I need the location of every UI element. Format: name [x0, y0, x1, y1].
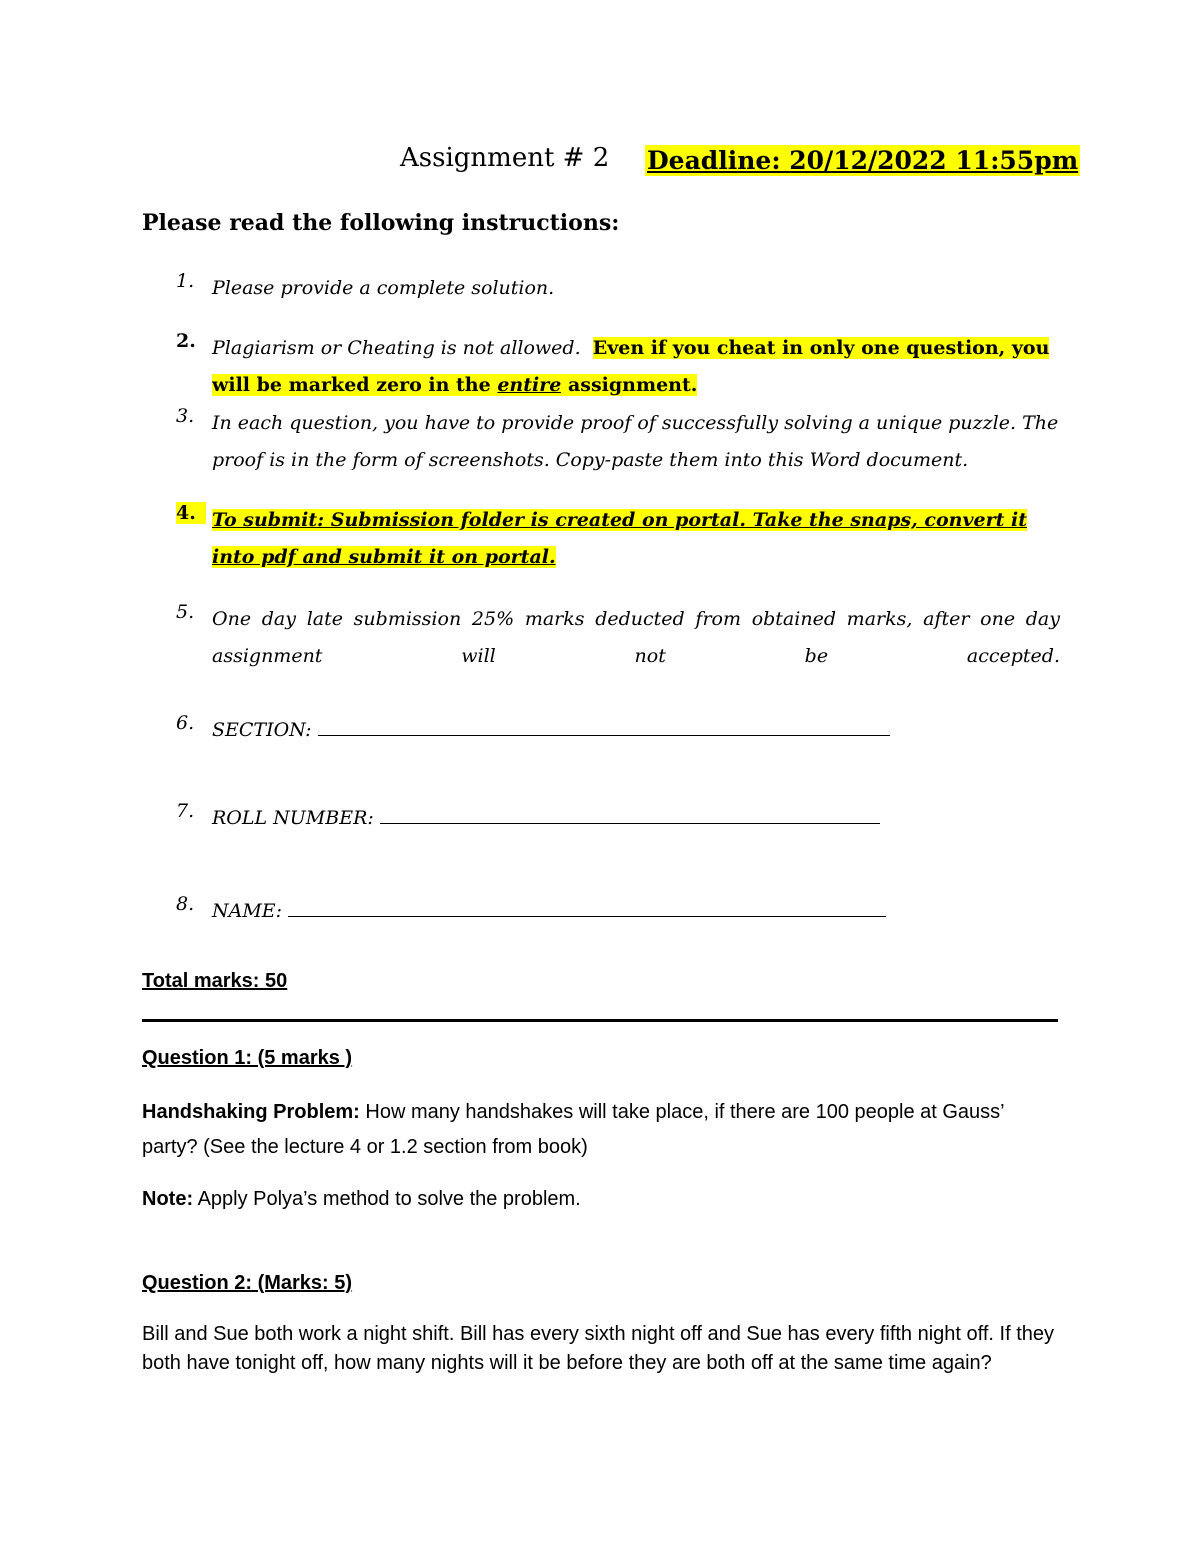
item-text: In each question, you have to provide proof of successfully solving a unique puzzle. The proof is in the form of screenshots. Copy-paste them into this Word document.	[212, 412, 1059, 471]
item-text: Please provide a complete solution.	[212, 277, 555, 299]
question-1-text	[142, 1095, 1058, 1165]
plagiarism-text: Plagiarism or Cheating is not allowed.	[212, 337, 581, 359]
roll-number-blank-line[interactable]	[380, 822, 880, 824]
question-1-heading: Question 1: (5 marks )	[142, 1047, 353, 1069]
zero-marks-warning-emphasis: entire	[497, 374, 562, 396]
item-text	[212, 502, 1060, 576]
submission-instructions: To submit: Submission folder is created on portal. Take the snaps, convert it into pdf and submit it on portal.	[212, 509, 1027, 568]
zero-marks-warning-a: Even if you cheat in only one question, you will be marked zero in the	[212, 337, 1050, 396]
question-2-text: Bill and Sue both work a night shift. Bill has every sixth night off and Sue has every fifth night off. If they both have tonight off, how many nights will it be before they are both off at the same time again?	[142, 1323, 1055, 1374]
note-label: Note:	[142, 1188, 194, 1210]
horizontal-divider	[142, 1019, 1058, 1022]
item-number: 6.	[176, 712, 195, 734]
item-number: 5.	[176, 601, 195, 623]
zero-marks-warning-c: assignment.	[567, 374, 698, 396]
item-number: 7.	[176, 800, 195, 822]
assignment-title: Assignment # 2	[400, 143, 610, 173]
item-number: 4.	[176, 502, 206, 524]
handshaking-label: Handshaking Problem:	[142, 1101, 360, 1123]
section-field	[212, 712, 1060, 749]
roll-number-field	[212, 800, 1060, 837]
item-number: 1.	[176, 270, 195, 292]
item-text: One day late submission 25% marks deducted from obtained marks, after one day assignment will not be accepted.	[212, 608, 1060, 667]
name-label: NAME:	[212, 900, 283, 922]
deadline-highlight: Deadline: 20/12/2022 11:55pm	[647, 146, 1079, 175]
item-number: 8.	[176, 893, 195, 915]
item-text	[212, 330, 1060, 404]
section-blank-line[interactable]	[318, 734, 890, 736]
item-number: 3.	[176, 405, 195, 427]
question-2-heading: Question 2: (Marks: 5)	[142, 1272, 353, 1294]
roll-number-label: ROLL NUMBER:	[212, 807, 374, 829]
instructions-heading: Please read the following instructions:	[142, 210, 620, 236]
name-field	[212, 893, 1060, 930]
item-number: 2.	[176, 330, 196, 352]
total-marks: Total marks: 50	[142, 970, 288, 992]
name-blank-line[interactable]	[288, 915, 886, 917]
section-label: SECTION:	[212, 719, 312, 741]
handshaking-question: How many handshakes will take place, if there are 100 people at Gauss’ party? (See the lecture 4 or 1.2 section from book)	[142, 1101, 1004, 1158]
note-text: Apply Polya’s method to solve the problem.	[197, 1188, 581, 1210]
question-1-note	[142, 1182, 1058, 1217]
